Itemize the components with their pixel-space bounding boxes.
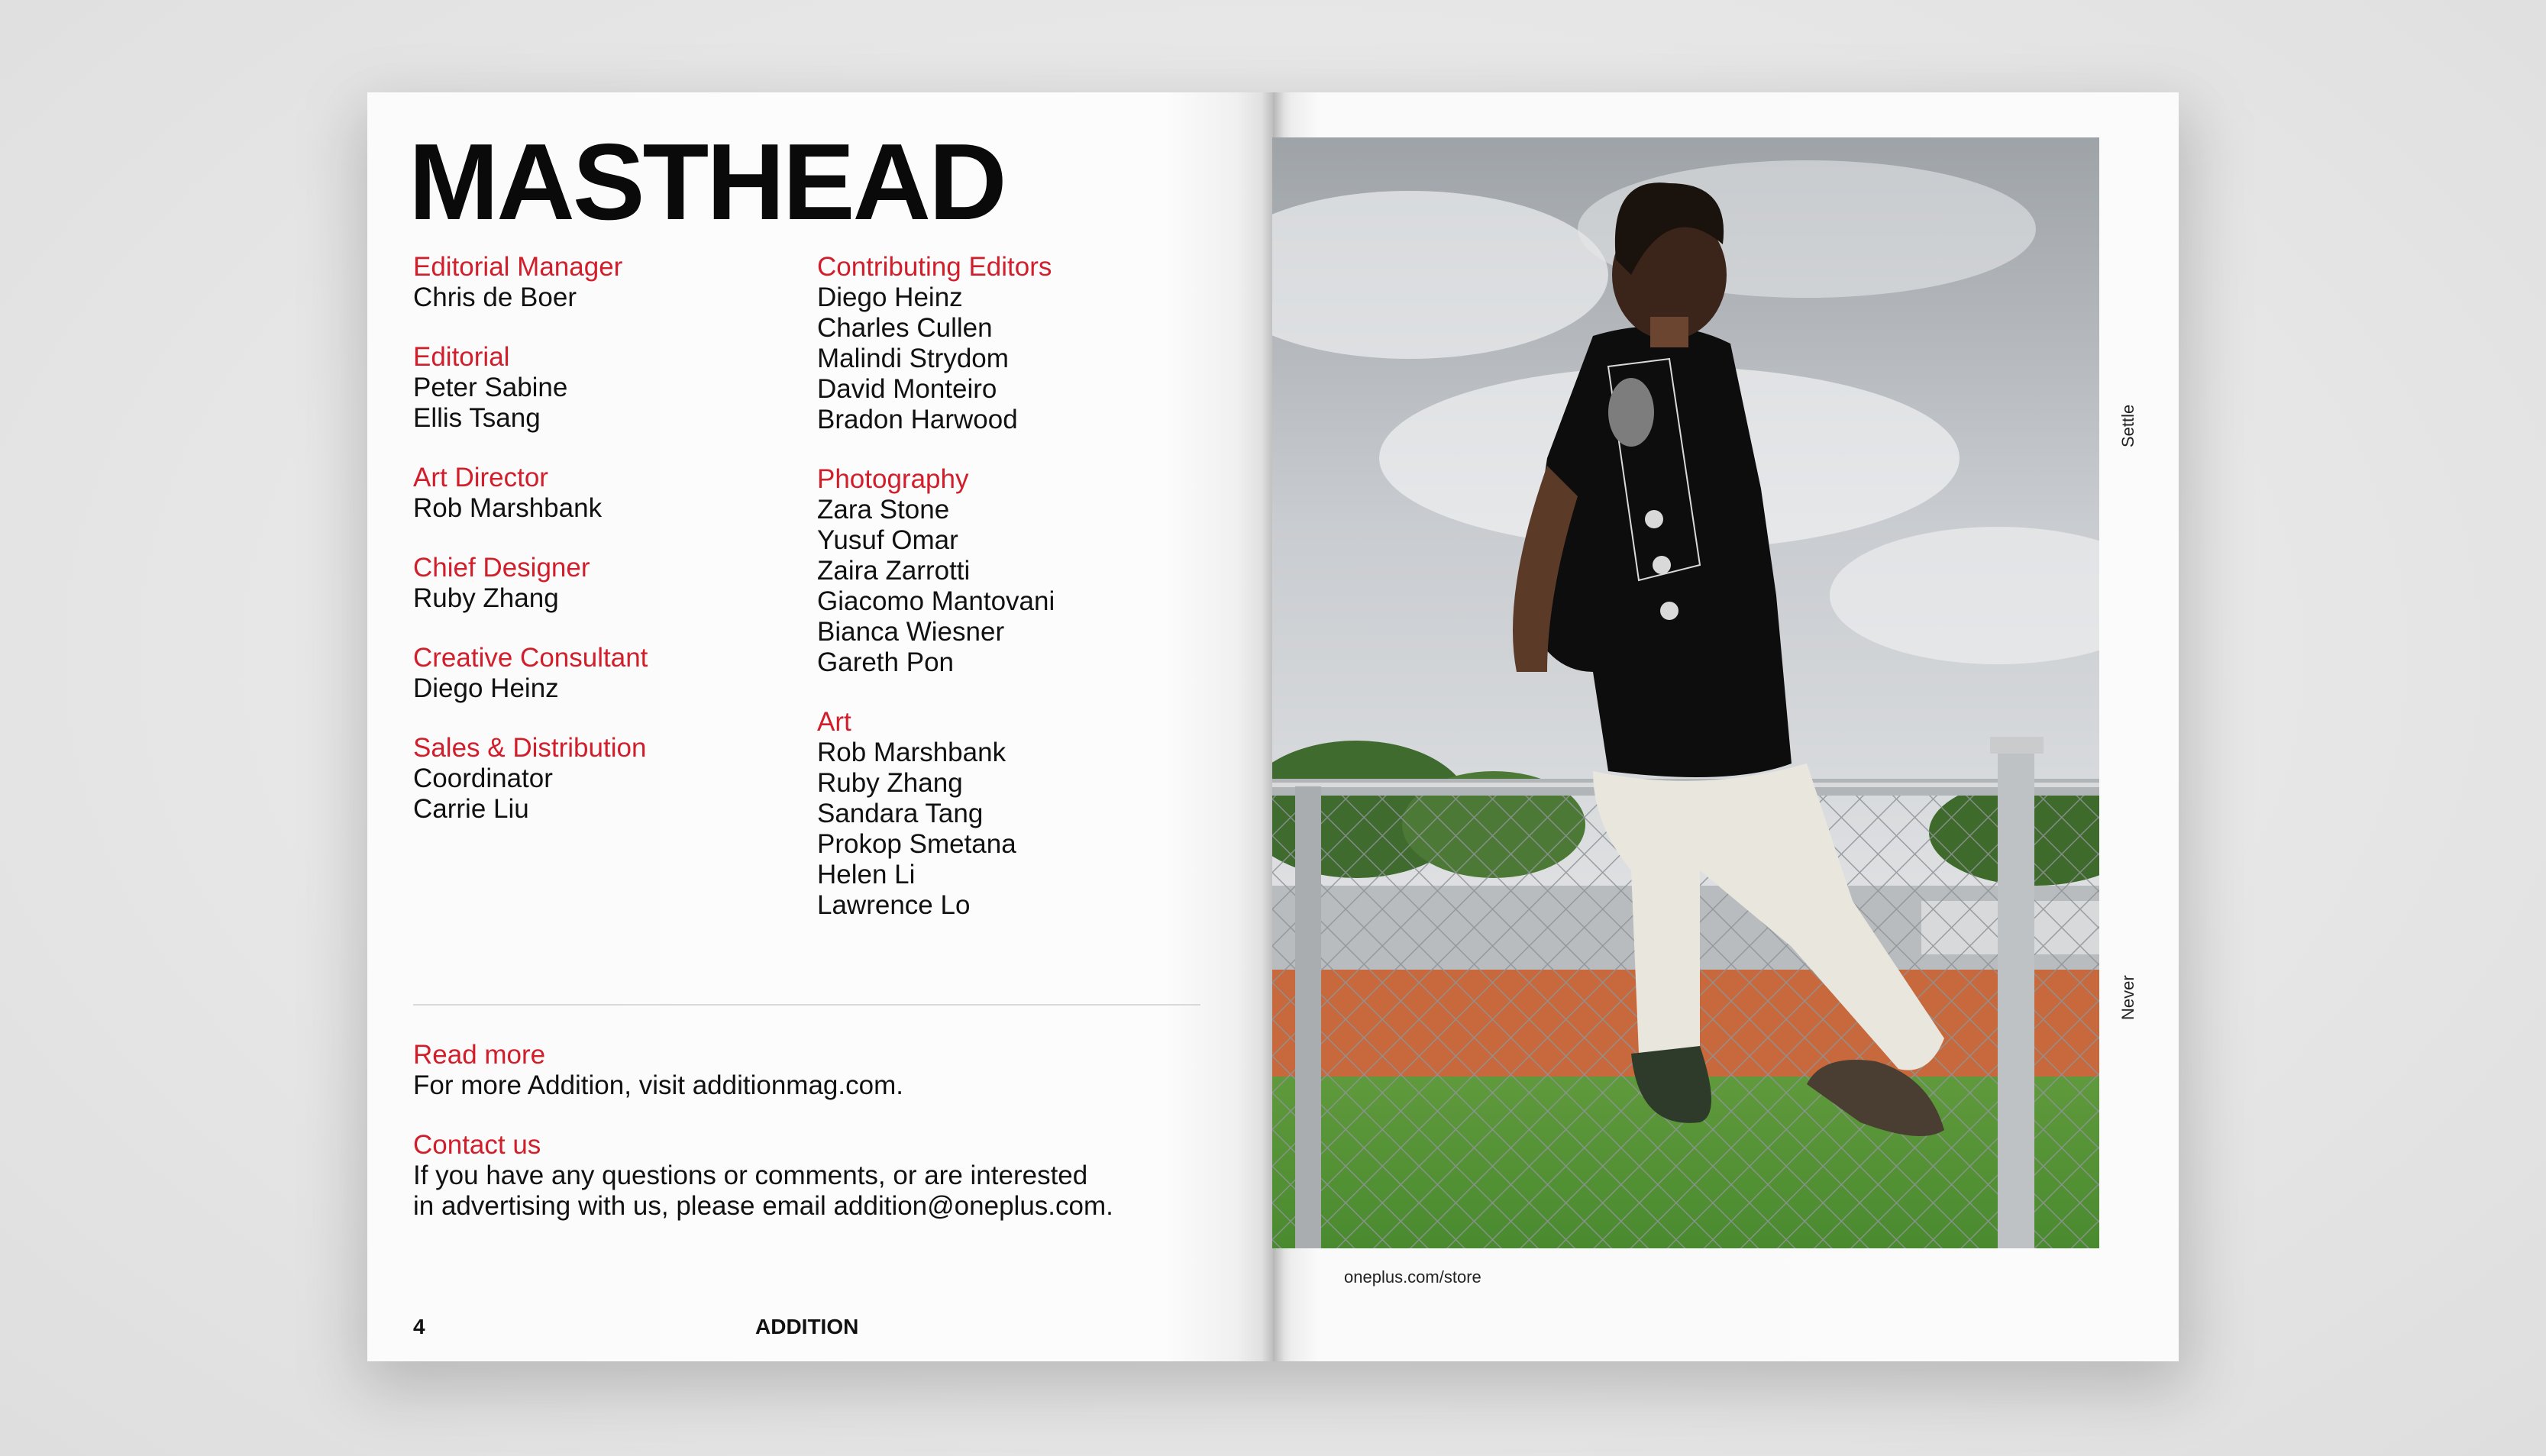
contact-text-line: If you have any questions or comments, or are interested [413,1161,1088,1190]
side-text-bottom: Never [2118,975,2137,1020]
credit-role: Art [817,707,851,737]
side-text-top: Settle [2118,404,2137,447]
read-more-heading: Read more [413,1040,546,1070]
credit-group [817,252,1199,435]
credit-group [413,643,795,704]
credit-name: Malindi Strydom [817,344,1009,373]
credit-group [413,733,795,825]
credit-name: Peter Sabine [413,373,568,402]
page-number: 4 [413,1315,425,1338]
credit-group [817,707,1199,921]
credit-name: Yusuf Omar [817,525,958,555]
credit-group [413,342,795,434]
credit-name: Lawrence Lo [817,890,971,920]
read-more-block [413,1040,1177,1101]
credit-name: Rob Marshbank [413,493,603,523]
info-section [413,1040,1177,1251]
photo-man-on-fence [1272,137,2099,1248]
credit-name: Diego Heinz [413,673,559,703]
divider [413,1004,1200,1006]
credit-name: David Monteiro [817,374,997,404]
credit-role: Contributing Editors [817,252,1052,282]
magazine-name: ADDITION [755,1315,859,1338]
read-more-text: For more Addition, visit additionmag.com. [413,1070,903,1100]
credit-role: Chief Designer [413,553,590,583]
credit-name: Zara Stone [817,495,950,525]
contact-block [413,1130,1177,1222]
credit-name: Gareth Pon [817,647,954,677]
credit-role: Editorial [413,342,510,372]
credit-name: Giacomo Mantovani [817,586,1055,616]
credit-name: Ruby Zhang [413,583,559,613]
credit-role: Photography [817,464,969,494]
credit-name: Carrie Liu [413,794,529,824]
masthead-column-left [413,252,795,854]
credit-group [413,553,795,614]
credit-role: Editorial Manager [413,252,623,282]
credit-name: Sandara Tang [817,799,984,828]
credit-group [817,464,1199,678]
credit-name: Zaira Zarrotti [817,556,971,586]
page-title: MASTHEAD [409,121,1005,243]
credit-role: Creative Consultant [413,643,648,673]
credit-name: Ruby Zhang [817,768,963,798]
credit-name: Coordinator [413,764,553,793]
credit-name: Bradon Harwood [817,405,1018,434]
credit-group [413,252,795,313]
credit-name: Prokop Smetana [817,829,1016,859]
contact-text-line: in advertising with us, please email addition@oneplus.com. [413,1191,1113,1221]
credit-role: Sales & Distribution [413,733,647,763]
credit-role: Art Director [413,463,548,492]
credit-name: Charles Cullen [817,313,993,343]
credit-name: Bianca Wiesner [817,617,1005,647]
credit-name: Chris de Boer [413,282,577,312]
credit-name: Diego Heinz [817,282,963,312]
credit-name: Rob Marshbank [817,738,1006,767]
credit-name: Helen Li [817,860,916,889]
photo-caption: oneplus.com/store [1344,1267,1481,1287]
masthead-column-right [817,252,1199,950]
credit-name: Ellis Tsang [413,403,541,433]
contact-heading: Contact us [413,1130,541,1160]
credit-group [413,463,795,524]
